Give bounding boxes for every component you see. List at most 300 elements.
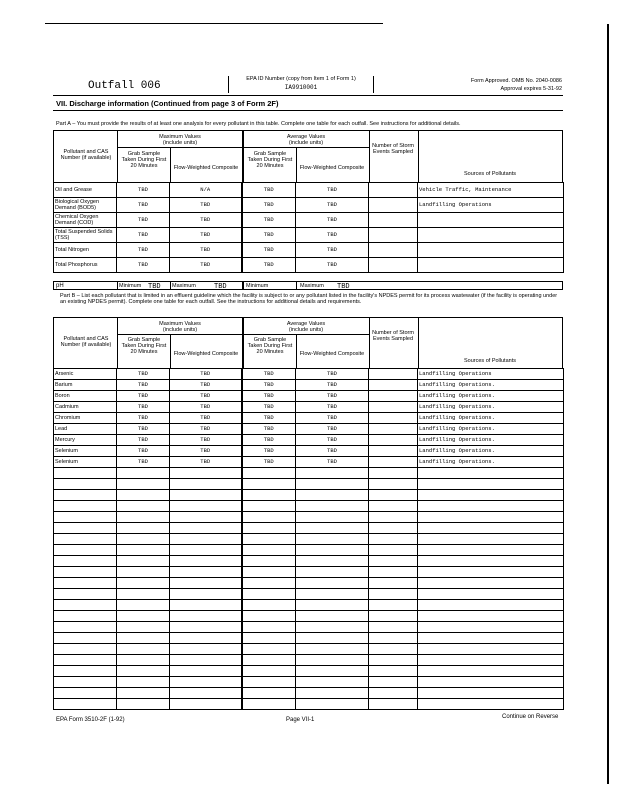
part-b-empty-cell [369, 567, 418, 578]
part-a-cell-pollutant: Oil and Grease [54, 183, 117, 198]
part-b-cell-storm [369, 446, 418, 457]
part-b-empty-cell [242, 611, 296, 622]
part-b-empty-cell [242, 666, 296, 677]
part-a-cell-avg-grab: TBD [242, 228, 296, 243]
part-b-empty-cell [242, 534, 296, 545]
part-b-empty-cell [117, 655, 170, 666]
part-b-table [53, 368, 564, 710]
part-b-empty-row [54, 622, 564, 633]
section-title: VII. Discharge information (Continued from page 3 of Form 2F) [56, 99, 279, 108]
ph-min-label-1: Minimum [119, 283, 142, 289]
part-b-cell-max-grab: TBD [117, 424, 170, 435]
part-b-empty-cell [170, 699, 242, 710]
epa-id-value: IA9910001 [284, 84, 318, 91]
part-b-empty-cell [117, 468, 170, 479]
part-b-empty-row [54, 556, 564, 567]
part-b-cell-max-grab: TBD [117, 413, 170, 424]
part-b-cell-storm [369, 424, 418, 435]
part-b-storm-header: Number of Storm Events Sampled [372, 330, 414, 342]
part-b-empty-cell [170, 622, 242, 633]
part-b-cell-avg-flow: TBD [296, 380, 369, 391]
part-b-empty-cell [369, 644, 418, 655]
part-b-cell-avg-grab: TBD [242, 380, 296, 391]
part-b-empty-row [54, 567, 564, 578]
part-b-empty-cell [54, 556, 117, 567]
part-b-empty-cell [418, 589, 564, 600]
part-b-empty-row [54, 468, 564, 479]
ph-max-value-1: TBD [214, 283, 227, 291]
part-b-empty-cell [418, 699, 564, 710]
part-b-cell-max-flow: TBD [170, 402, 242, 413]
part-b-empty-cell [296, 644, 369, 655]
part-b-empty-cell [418, 578, 564, 589]
part-b-empty-row [54, 589, 564, 600]
part-b-empty-cell [296, 556, 369, 567]
part-b-sources-header: Sources of Pollutants [464, 358, 516, 364]
part-b-empty-cell [369, 589, 418, 600]
part-b-empty-cell [296, 666, 369, 677]
part-b-cell-max-grab: TBD [117, 380, 170, 391]
part-b-empty-cell [242, 556, 296, 567]
part-b-empty-cell [170, 479, 242, 490]
part-a-cell-max-flow: TBD [170, 198, 242, 213]
part-b-cell-max-flow: TBD [170, 369, 242, 380]
part-b-empty-cell [54, 611, 117, 622]
part-b-empty-cell [117, 479, 170, 490]
part-a-avg-units: (include units) [288, 140, 324, 146]
part-b-cell-max-flow: TBD [170, 413, 242, 424]
part-b-empty-cell [54, 545, 117, 556]
epa-id-label: EPA ID Number (copy from Item 1 of Form 1) [246, 76, 356, 82]
part-b-empty-cell [170, 611, 242, 622]
part-b-empty-cell [242, 699, 296, 710]
part-b-empty-cell [242, 677, 296, 688]
part-b-empty-cell [418, 633, 564, 644]
part-b-empty-cell [117, 490, 170, 501]
part-b-empty-cell [418, 512, 564, 523]
part-b-empty-row [54, 666, 564, 677]
part-b-empty-cell [296, 655, 369, 666]
part-b-row [54, 369, 564, 380]
part-b-empty-cell [369, 622, 418, 633]
epa-id-box [228, 76, 374, 93]
part-b-cell-max-flow: TBD [170, 380, 242, 391]
part-b-cell-storm [369, 457, 418, 468]
part-b-cell-avg-grab: TBD [242, 435, 296, 446]
part-b-empty-cell [418, 468, 564, 479]
part-b-row [54, 391, 564, 402]
part-b-empty-cell [117, 556, 170, 567]
part-b-empty-cell [117, 677, 170, 688]
part-b-empty-cell [418, 644, 564, 655]
right-edge-line [607, 24, 609, 784]
approval-expiry: Approval expires 5-31-92 [500, 86, 562, 92]
part-b-empty-cell [54, 644, 117, 655]
part-b-empty-row [54, 600, 564, 611]
part-a-cell-pollutant: Biological Oxygen Demand (BOD5) [54, 198, 117, 213]
part-a-max-header: Maximum Values [159, 134, 201, 140]
part-b-empty-cell [170, 688, 242, 699]
part-b-empty-cell [117, 589, 170, 600]
part-b-empty-row [54, 545, 564, 556]
part-b-empty-cell [117, 534, 170, 545]
part-b-empty-cell [418, 655, 564, 666]
part-b-cell-source: Landfilling Operations. [418, 413, 564, 424]
part-a-cell-avg-flow: TBD [296, 243, 369, 258]
part-b-cell-source: Landfilling Operations. [418, 457, 564, 468]
part-b-cell-pollutant: Selenium [54, 446, 117, 457]
part-b-empty-cell [170, 677, 242, 688]
part-b-empty-cell [242, 479, 296, 490]
part-b-empty-cell [418, 666, 564, 677]
part-b-cell-storm [369, 402, 418, 413]
ph-min-label-2: Minimum [246, 283, 269, 289]
part-b-avg-grab-header: Grab Sample Taken During First 20 Minutes [247, 337, 293, 355]
part-b-empty-cell [242, 644, 296, 655]
part-b-empty-cell [296, 523, 369, 534]
part-b-empty-cell [369, 512, 418, 523]
part-b-empty-cell [170, 589, 242, 600]
part-b-empty-cell [117, 699, 170, 710]
part-a-cell-storm [369, 213, 418, 228]
part-a-cell-avg-grab: TBD [242, 183, 296, 198]
part-b-empty-cell [170, 512, 242, 523]
part-a-cell-source: Vehicle Traffic, Maintenance [418, 183, 564, 198]
part-b-empty-row [54, 534, 564, 545]
part-a-cell-avg-flow: TBD [296, 258, 369, 273]
part-a-cell-max-grab: TBD [117, 258, 170, 273]
part-b-cell-max-grab: TBD [117, 391, 170, 402]
part-b-empty-cell [170, 490, 242, 501]
part-b-cell-avg-grab: TBD [242, 457, 296, 468]
part-b-empty-cell [369, 490, 418, 501]
part-a-row [54, 258, 564, 273]
part-b-empty-row [54, 644, 564, 655]
part-b-empty-row [54, 479, 564, 490]
part-b-empty-cell [54, 655, 117, 666]
continue-note: Continue on Reverse [502, 714, 559, 720]
part-b-empty-cell [54, 677, 117, 688]
part-b-cell-source: Landfilling Operations. [418, 391, 564, 402]
part-b-cell-max-flow: TBD [170, 457, 242, 468]
part-b-empty-cell [117, 501, 170, 512]
part-a-cell-source: Landfilling Operations [418, 198, 564, 213]
part-a-cell-pollutant: Total Suspended Solids (TSS) [54, 228, 117, 243]
part-b-empty-cell [296, 512, 369, 523]
part-a-cell-max-grab: TBD [117, 213, 170, 228]
part-b-cell-avg-flow: TBD [296, 435, 369, 446]
part-b-cell-avg-flow: TBD [296, 391, 369, 402]
part-b-empty-cell [170, 468, 242, 479]
part-a-sources-header: Sources of Pollutants [464, 171, 516, 177]
part-b-cell-pollutant: Arsenic [54, 369, 117, 380]
part-b-cell-max-grab: TBD [117, 369, 170, 380]
part-a-cell-max-grab: TBD [117, 228, 170, 243]
part-b-cell-storm [369, 369, 418, 380]
part-b-empty-cell [296, 479, 369, 490]
part-a-cell-max-flow: N/A [170, 183, 242, 198]
part-a-cell-pollutant: Total Phosphorus [54, 258, 117, 273]
part-b-cell-avg-flow: TBD [296, 457, 369, 468]
part-b-empty-cell [369, 666, 418, 677]
part-b-empty-cell [242, 512, 296, 523]
part-b-cell-max-grab: TBD [117, 457, 170, 468]
part-a-intro: Part A – You must provide the results of at least one analysis for every pollutant in this table. Complete one table for each outfall. See instructions for additional details. [56, 121, 461, 127]
part-b-empty-cell [369, 468, 418, 479]
part-b-cell-source: Landfilling Operations. [418, 402, 564, 413]
part-b-empty-cell [117, 523, 170, 534]
section-top-rule [53, 95, 563, 96]
part-b-empty-cell [296, 677, 369, 688]
part-b-empty-cell [54, 699, 117, 710]
part-b-empty-cell [117, 600, 170, 611]
part-b-empty-cell [117, 567, 170, 578]
part-b-avg-units: (include units) [288, 327, 324, 333]
part-a-cell-max-flow: TBD [170, 258, 242, 273]
part-b-empty-cell [418, 534, 564, 545]
part-b-max-header: Maximum Values [159, 321, 201, 327]
part-a-cell-source [418, 258, 564, 273]
ph-max-label-2: Maximum [300, 283, 324, 289]
part-b-cell-pollutant: Selenium [54, 457, 117, 468]
part-b-empty-cell [418, 688, 564, 699]
part-b-cell-source: Landfilling Operations. [418, 446, 564, 457]
part-b-empty-cell [296, 567, 369, 578]
part-b-row [54, 457, 564, 468]
part-a-cell-source [418, 228, 564, 243]
part-b-empty-cell [296, 501, 369, 512]
part-b-empty-row [54, 512, 564, 523]
part-b-empty-cell [54, 578, 117, 589]
part-a-cell-max-grab: TBD [117, 183, 170, 198]
part-a-cell-avg-flow: TBD [296, 198, 369, 213]
part-a-cell-source [418, 243, 564, 258]
part-b-cell-avg-flow: TBD [296, 424, 369, 435]
outfall-title: Outfall 006 [88, 80, 161, 92]
part-a-max-flow-header: Flow-Weighted Composite [173, 165, 239, 171]
form-number: EPA Form 3510-2F (1-92) [56, 717, 125, 723]
part-b-empty-cell [117, 633, 170, 644]
part-b-empty-cell [418, 677, 564, 688]
part-a-cell-avg-grab: TBD [242, 213, 296, 228]
part-b-empty-cell [369, 578, 418, 589]
part-b-empty-cell [296, 622, 369, 633]
part-b-empty-cell [369, 534, 418, 545]
part-b-empty-cell [418, 490, 564, 501]
part-b-row [54, 446, 564, 457]
part-b-empty-cell [296, 534, 369, 545]
part-b-empty-cell [117, 611, 170, 622]
part-a-avg-flow-header: Flow-Weighted Composite [299, 165, 365, 171]
part-b-empty-cell [369, 677, 418, 688]
part-b-empty-cell [170, 600, 242, 611]
part-a-header [53, 130, 563, 183]
part-a-cell-avg-grab: TBD [242, 198, 296, 213]
part-b-empty-row [54, 633, 564, 644]
part-b-empty-cell [117, 512, 170, 523]
part-b-cell-pollutant: Mercury [54, 435, 117, 446]
part-b-empty-cell [369, 633, 418, 644]
part-b-empty-cell [170, 534, 242, 545]
part-b-empty-row [54, 523, 564, 534]
part-b-empty-cell [418, 556, 564, 567]
part-a-cell-avg-grab: TBD [242, 258, 296, 273]
part-b-empty-cell [170, 644, 242, 655]
part-b-max-flow-header: Flow-Weighted Composite [173, 351, 239, 357]
part-a-cell-avg-flow: TBD [296, 183, 369, 198]
part-b-cell-max-flow: TBD [170, 435, 242, 446]
part-b-empty-cell [296, 699, 369, 710]
part-b-empty-row [54, 501, 564, 512]
part-b-pollutant-header: Pollutant and CAS Number (if available) [60, 336, 112, 348]
part-b-cell-storm [369, 380, 418, 391]
part-b-empty-cell [170, 633, 242, 644]
ph-row [53, 281, 563, 290]
part-b-cell-pollutant: Chromium [54, 413, 117, 424]
part-b-row [54, 380, 564, 391]
part-b-cell-storm [369, 435, 418, 446]
section-bottom-rule [53, 110, 563, 111]
part-a-cell-avg-flow: TBD [296, 213, 369, 228]
part-b-empty-cell [170, 501, 242, 512]
part-b-intro: Part B – List each pollutant that is limited in an effluent guideline which the facility is subject to or any pollutant listed in the facility's NPDES permit for its process wastewater (if the facility is operating under an existing NPDES permit). Complete one table for each outfall. See the instructions for additional details and requirements. [60, 293, 558, 305]
part-a-cell-max-flow: TBD [170, 243, 242, 258]
part-a-cell-storm [369, 258, 418, 273]
part-b-max-grab-header: Grab Sample Taken During First 20 Minutes [121, 337, 167, 355]
part-a-table [53, 182, 564, 273]
part-b-cell-source: Landfilling Operations [418, 369, 564, 380]
part-b-empty-cell [242, 589, 296, 600]
part-a-cell-avg-flow: TBD [296, 228, 369, 243]
part-b-cell-avg-flow: TBD [296, 446, 369, 457]
part-b-empty-cell [369, 600, 418, 611]
part-b-cell-max-grab: TBD [117, 435, 170, 446]
part-b-empty-cell [369, 556, 418, 567]
part-b-empty-cell [369, 523, 418, 534]
part-b-empty-cell [170, 545, 242, 556]
part-b-empty-cell [54, 479, 117, 490]
part-b-row [54, 435, 564, 446]
part-b-empty-cell [242, 545, 296, 556]
part-a-cell-pollutant: Total Nitrogen [54, 243, 117, 258]
part-b-max-units: (include units) [162, 327, 198, 333]
part-b-cell-pollutant: Lead [54, 424, 117, 435]
part-b-cell-avg-grab: TBD [242, 391, 296, 402]
part-b-empty-cell [369, 699, 418, 710]
part-b-empty-cell [418, 523, 564, 534]
part-b-empty-row [54, 699, 564, 710]
part-b-cell-storm [369, 413, 418, 424]
part-b-cell-max-grab: TBD [117, 402, 170, 413]
part-b-empty-cell [54, 666, 117, 677]
part-a-cell-max-grab: TBD [117, 243, 170, 258]
part-b-empty-cell [54, 523, 117, 534]
part-b-cell-max-flow: TBD [170, 446, 242, 457]
part-b-empty-cell [369, 611, 418, 622]
part-a-row [54, 183, 564, 198]
part-a-cell-pollutant: Chemical Oxygen Demand (COD) [54, 213, 117, 228]
part-b-empty-cell [296, 611, 369, 622]
part-b-empty-cell [242, 501, 296, 512]
part-b-empty-cell [117, 688, 170, 699]
part-b-empty-cell [296, 589, 369, 600]
part-b-empty-cell [296, 490, 369, 501]
part-b-cell-storm [369, 391, 418, 402]
part-b-empty-cell [369, 501, 418, 512]
part-b-cell-avg-flow: TBD [296, 413, 369, 424]
page-number: Page VII-1 [286, 717, 315, 723]
part-b-avg-header: Average Values [286, 321, 326, 327]
part-b-empty-cell [54, 633, 117, 644]
part-b-empty-cell [242, 523, 296, 534]
part-b-empty-cell [54, 468, 117, 479]
part-b-empty-cell [296, 468, 369, 479]
part-b-empty-row [54, 688, 564, 699]
part-b-empty-cell [242, 633, 296, 644]
ph-min-value-1: TBD [148, 283, 161, 291]
part-b-empty-cell [170, 556, 242, 567]
part-a-cell-avg-grab: TBD [242, 243, 296, 258]
part-a-pollutant-header: Pollutant and CAS Number (if available) [60, 149, 112, 161]
part-a-row [54, 243, 564, 258]
part-b-empty-cell [369, 479, 418, 490]
part-b-row [54, 402, 564, 413]
part-b-empty-cell [170, 655, 242, 666]
part-b-cell-avg-grab: TBD [242, 369, 296, 380]
part-b-empty-cell [242, 688, 296, 699]
part-b-empty-cell [418, 600, 564, 611]
part-b-empty-cell [418, 501, 564, 512]
part-a-row [54, 228, 564, 243]
part-b-row [54, 424, 564, 435]
part-b-empty-cell [54, 501, 117, 512]
part-b-empty-cell [117, 545, 170, 556]
part-b-empty-cell [54, 490, 117, 501]
part-b-cell-pollutant: Cadmium [54, 402, 117, 413]
part-b-empty-cell [54, 600, 117, 611]
part-b-row [54, 413, 564, 424]
part-b-empty-cell [369, 688, 418, 699]
part-a-max-grab-header: Grab Sample Taken During First 20 Minutes [121, 151, 167, 169]
part-b-cell-pollutant: Boron [54, 391, 117, 402]
part-b-empty-cell [418, 611, 564, 622]
part-b-empty-cell [170, 567, 242, 578]
part-b-avg-flow-header: Flow-Weighted Composite [299, 351, 365, 357]
part-b-empty-cell [54, 688, 117, 699]
part-b-cell-avg-grab: TBD [242, 413, 296, 424]
part-a-cell-storm [369, 183, 418, 198]
part-b-empty-row [54, 578, 564, 589]
part-b-empty-cell [369, 545, 418, 556]
part-b-cell-max-grab: TBD [117, 446, 170, 457]
part-b-empty-cell [242, 567, 296, 578]
part-b-empty-cell [296, 545, 369, 556]
part-b-cell-pollutant: Barium [54, 380, 117, 391]
ph-min-value-2: TBD [337, 283, 350, 291]
part-b-cell-max-flow: TBD [170, 391, 242, 402]
part-b-cell-avg-grab: TBD [242, 424, 296, 435]
part-b-cell-source: Landfilling Operations. [418, 424, 564, 435]
part-b-empty-row [54, 611, 564, 622]
part-b-cell-avg-flow: TBD [296, 369, 369, 380]
part-b-empty-cell [296, 578, 369, 589]
part-b-empty-cell [54, 589, 117, 600]
part-b-empty-cell [242, 468, 296, 479]
part-b-header [53, 317, 563, 369]
part-a-max-units: (include units) [162, 140, 198, 146]
part-a-cell-max-flow: TBD [170, 213, 242, 228]
part-b-cell-source: Landfilling Operations. [418, 380, 564, 391]
